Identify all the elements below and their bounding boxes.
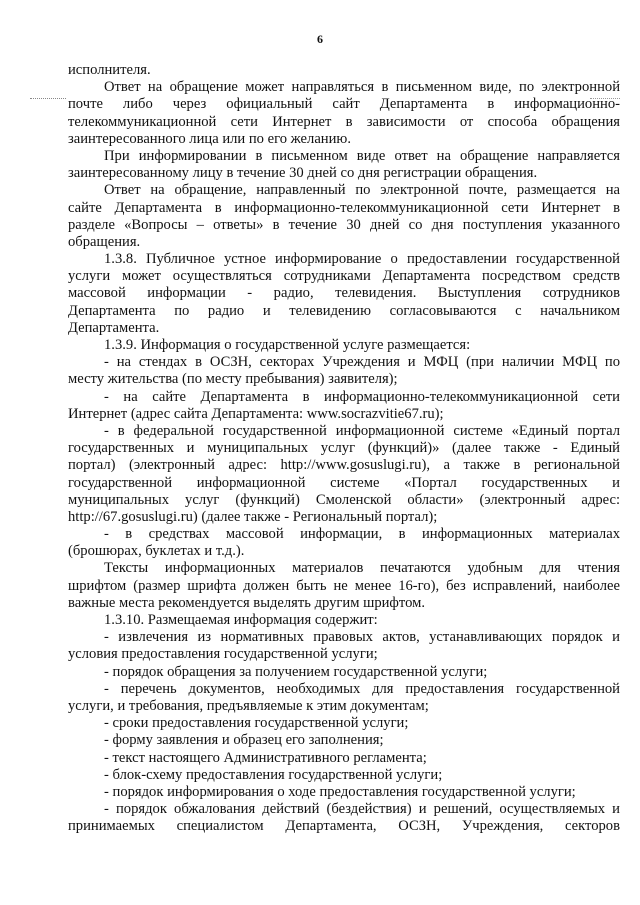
text-line: - сроки предоставления государственной услуги; (104, 715, 409, 732)
text-line: - блок-схему предоставления государственной услуги; (104, 766, 443, 783)
text-line: обращения. (68, 233, 141, 250)
text-line: Ответ на обращение, направленный по электронной почте, размещается на (104, 182, 620, 199)
text-line: (брошюрах, буклетах и т.д.). (68, 543, 245, 560)
text-line: - порядок информирования о ходе предоставления государственной услуги; (104, 783, 576, 800)
text-line: условия предоставления государственной услуги; (68, 646, 378, 663)
text-line: Тексты информационных материалов печатаются удобным для чтения (104, 560, 620, 577)
text-line: телекоммуникационной сети Интернет в зависимости от способа обращения (68, 113, 620, 130)
scan-artifact-left (30, 98, 66, 99)
text-line: массовой информации - радио, телевидения. Выступления сотрудников (68, 285, 620, 302)
text-line: заинтересованному лицу в течение 30 дней со дня регистрации обращения. (68, 165, 538, 182)
text-line: http://67.gosuslugi.ru) (далее также - Региональный портал); (68, 508, 438, 525)
text-line: государственной информационной системе «Портал государственных и (68, 474, 620, 491)
text-line: - на стендах в ОСЗН, секторах Учреждения и МФЦ (при наличии МФЦ по (104, 354, 620, 371)
text-line: - на сайте Департамента в информационно-телекоммуникационной сети (104, 388, 620, 405)
text-line: - форму заявления и образец его заполнения; (104, 732, 384, 749)
text-line: - порядок обращения за получением государственной услуги; (104, 663, 488, 680)
text-line: Департамента. (68, 319, 160, 336)
text-line: муниципальных услуг (функций) Смоленской области» (электронный адрес: (68, 491, 620, 508)
text-line: разделе «Вопросы – ответы» в течение 30 дней со дня поступления указанного (68, 216, 620, 233)
text-line: 1.3.8. Публичное устное информирование о предоставлении государственной (104, 251, 620, 268)
text-line: услуги, и требования, предъявляемые к этим документам; (68, 697, 429, 714)
text-line: 1.3.9. Информация о государственной услуге размещается: (104, 337, 471, 353)
text-line: - текст настоящего Административного регламента; (104, 749, 427, 766)
text-line: заинтересованного лица или по его желанию. (68, 130, 351, 147)
text-line: сайте Департамента в информационно-телекоммуникационной сети Интернет в (68, 199, 620, 216)
text-line: месту жительства (по месту пребывания) заявителя); (68, 371, 398, 388)
text-line: Ответ на обращение может направляться в письменном виде, по электронной (104, 79, 620, 96)
text-line: принимаемых специалистом Департамента, ОСЗН, Учреждения, секторов (68, 818, 620, 835)
text-line: - извлечения из нормативных правовых актов, устанавливающих порядок и (104, 629, 620, 646)
text-line: - порядок обжалования действий (бездействия) и решений, осуществляемых и (104, 801, 620, 818)
text-line: Департамента по радио и телевидению согласовываются с начальником (68, 302, 620, 319)
text-line: - в средствах массовой информации, в информационных материалах (104, 526, 620, 543)
text-line: государственных и муниципальных услуг (функций)» (далее также - Единый (68, 440, 620, 457)
text-line: портал) (электронный адрес: http://www.gosuslugi.ru), а также в региональной (68, 457, 620, 474)
text-line: шрифтом (размер шрифта должен быть не менее 16-го), без исправлений, наиболее (68, 577, 620, 594)
text-line: - перечень документов, необходимых для предоставления государственной (104, 680, 620, 697)
text-line: - в федеральной государственной информационной системе «Единый портал (104, 422, 620, 439)
text-line: важные места рекомендуется выделять другим шрифтом. (68, 594, 425, 611)
text-line: При информировании в письменном виде ответ на обращение направляется (104, 147, 620, 164)
document-body (68, 62, 620, 835)
text-line: услуги может осуществляться сотрудниками Департамента посредством средств (68, 268, 620, 285)
text-line: 1.3.10. Размещаемая информация содержит: (104, 612, 378, 628)
page-number: 6 (317, 32, 323, 46)
text-line: исполнителя. (68, 62, 151, 78)
text-line: Интернет (адрес сайта Департамента: www.socrazvitie67.ru); (68, 405, 444, 422)
text-line: почте либо через официальный сайт Департамента в информационно- (68, 96, 620, 113)
